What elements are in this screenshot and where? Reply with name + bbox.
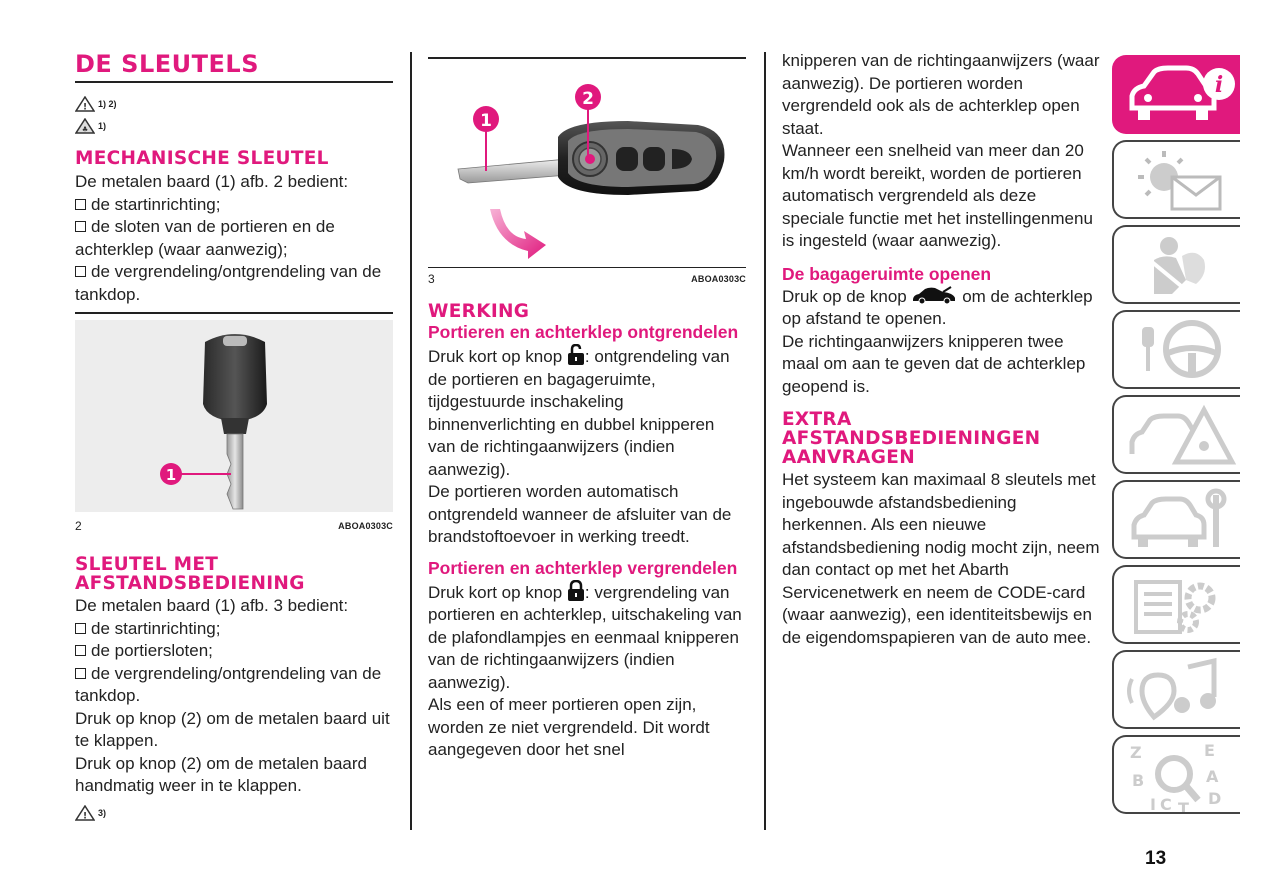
subheading-lock: Portieren en achterklep vergrendelen	[428, 557, 738, 578]
warning-ref	[75, 93, 393, 115]
svg-text:A: A	[1206, 767, 1219, 786]
tab-multimedia[interactable]	[1112, 650, 1240, 729]
car-info-icon	[1124, 62, 1239, 130]
tab-car-info[interactable]	[1112, 55, 1240, 134]
note-ref	[75, 115, 393, 137]
svg-text:!: !	[82, 102, 88, 112]
unlock-paragraph: Druk kort op knop : ontgrendeling van de portieren en bagageruimte, tijdgestuurde inschakeling binnenverlichting en dubbel knipperen van de richtingaanwijzers (indien aanwezig).	[428, 344, 746, 481]
lock-paragraph: Druk kort op knop : vergrendeling van portieren en achterklep, uitschakeling van de plafondlampjes en eenmaal knipperen van de richtingaanwijzers (indien aanwezig).	[428, 580, 746, 695]
extra-paragraph: Het systeem kan maximaal 8 sleutels met ingebouwde afstandsbediening herkennen. Als een nieuwe afstandsbediening nodig mocht zijn, neem dan contact op met het Abarth Servicenetwerk en neem de CODE-card (waar aanwezig), een identiteitsbewijs en de eigendomspapieren van de auto mee.	[782, 470, 1100, 647]
tab-warning-lights[interactable]	[1112, 140, 1240, 219]
list-item: de startinrichting;	[75, 194, 393, 217]
figure-number: 2	[75, 519, 82, 533]
figure-caption	[75, 519, 393, 533]
list-item: de sloten van de portieren en de achterklep (waar aanwezig);	[75, 217, 335, 259]
maintenance-icon	[1124, 487, 1239, 555]
warning-triangle-icon	[75, 805, 95, 821]
figure-2	[75, 312, 393, 533]
bullet-box-icon	[75, 623, 86, 634]
unlock-button-icon	[567, 344, 585, 366]
page-number: 13	[1145, 848, 1167, 869]
warning-triangle-icon	[75, 96, 95, 112]
column-divider	[764, 52, 766, 830]
column-1	[75, 52, 393, 824]
figure-number: 3	[428, 272, 435, 286]
section-heading-extra-remotes: EXTRA AFSTANDSBEDIENINGEN AANVRAGEN	[782, 409, 1041, 468]
technical-data-icon	[1124, 572, 1239, 640]
section-heading-operation: WERKING	[428, 301, 530, 322]
page-title: DE SLEUTELS	[75, 50, 259, 78]
safety-airbag-icon	[1124, 232, 1239, 300]
multimedia-icon	[1124, 657, 1239, 725]
svg-text:Z: Z	[1130, 743, 1142, 762]
continued-paragraph: knipperen van de richtingaanwijzers (waar aanwezig). De portieren worden vergrendeld ook als de achterklep open staat.	[782, 51, 1100, 138]
title-rule	[75, 81, 393, 83]
lock-paragraph-2: Als een of meer portieren open zijn, worden ze niet vergrendeld. Dit wordt aangegeven door het snel	[428, 695, 710, 759]
column-2	[428, 52, 746, 762]
list-item: de vergrendeling/ontgrendeling van de tankdop.	[75, 663, 382, 705]
tab-emergency[interactable]	[1112, 395, 1240, 474]
svg-text:D: D	[1208, 789, 1222, 808]
warning-ref-text: 3)	[98, 807, 107, 818]
figure-code: ABOA0303C	[691, 274, 746, 284]
bullet-box-icon	[75, 199, 86, 210]
svg-text:i: i	[1214, 72, 1224, 98]
remote-key-illustration	[428, 59, 746, 264]
column-divider	[410, 52, 412, 830]
svg-text:T: T	[1178, 799, 1189, 816]
index-icon	[1124, 742, 1239, 814]
list-item: de vergrendeling/ontgrendeling van de tankdop.	[75, 262, 382, 304]
svg-text:I: I	[1150, 795, 1156, 814]
figure-code: ABOA0303C	[338, 521, 393, 531]
list-item: de portiersloten;	[75, 640, 393, 663]
svg-text:C: C	[1160, 795, 1172, 814]
warning-ref	[75, 802, 393, 824]
unlock-paragraph-2: De portieren worden automatisch ontgrendeld wanneer de afsluiter van de brandstoftoevoer in werking treedt.	[428, 482, 732, 546]
section-heading-remote-key: SLEUTEL MET AFSTANDSBEDIENING	[75, 554, 305, 594]
tab-index[interactable]	[1112, 735, 1240, 814]
swing-arrow-icon	[490, 209, 546, 259]
bullet-box-icon	[75, 668, 86, 679]
tab-starting-driving[interactable]	[1112, 310, 1240, 389]
remote-paragraph: Druk op knop (2) om de metalen baard uit te klappen.	[75, 708, 390, 750]
list-item: de startinrichting;	[75, 618, 393, 641]
svg-text:♣: ♣	[81, 125, 89, 134]
svg-text:B: B	[1132, 771, 1145, 790]
remote-paragraph: Druk op knop (2) om de metalen baard handmatig weer in te klappen.	[75, 753, 367, 795]
bullet-box-icon	[75, 645, 86, 656]
figure-caption	[428, 272, 746, 286]
callout-2: 2	[582, 88, 594, 109]
callout-1: 1	[165, 466, 177, 484]
mech-intro: De metalen baard (1) afb. 2 bedient:	[75, 172, 349, 191]
warning-lights-icon	[1124, 147, 1239, 215]
section-heading-mechanical-key: MECHANISCHE SLEUTEL	[75, 148, 329, 169]
note-triangle-icon	[75, 118, 95, 134]
bullet-box-icon	[75, 221, 86, 232]
trunk-paragraph-2: De richtingaanwijzers knipperen twee maal om aan te geven dat de achterklep geopend is.	[782, 331, 1086, 396]
tab-safety[interactable]	[1112, 225, 1240, 304]
auto-lock-paragraph: Wanneer een snelheid van meer dan 20 km/h wordt bereikt, worden de portieren automatisch vergrendeld als deze speciale functie met het instellingenmenu is ingesteld (waar aanwezig).	[782, 141, 1093, 250]
subheading-trunk: De bagageruimte openen	[782, 263, 992, 284]
warning-ref-text: 1) 2)	[98, 99, 117, 109]
trunk-button-icon	[911, 286, 957, 306]
svg-text:E: E	[1204, 742, 1215, 760]
svg-text:!: !	[82, 811, 88, 821]
trunk-paragraph: Druk op de knop om de achterklep op afstand te openen.	[782, 286, 1093, 328]
starting-driving-icon	[1124, 317, 1239, 385]
chapter-sidebar	[1112, 55, 1240, 820]
figure-bottom-rule	[428, 267, 746, 269]
callout-1: 1	[480, 110, 492, 131]
mechanical-key-illustration	[75, 314, 393, 514]
lock-button-icon	[567, 580, 585, 602]
remote-intro: De metalen baard (1) afb. 3 bedient:	[75, 596, 349, 615]
note-ref-text: 1)	[98, 121, 107, 131]
tab-technical-data[interactable]	[1112, 565, 1240, 644]
emergency-icon	[1124, 402, 1239, 470]
bullet-box-icon	[75, 266, 86, 277]
subheading-unlock: Portieren en achterklep ontgrendelen	[428, 322, 739, 342]
column-3	[782, 50, 1102, 649]
tab-maintenance[interactable]	[1112, 480, 1240, 559]
figure-3	[428, 57, 746, 286]
